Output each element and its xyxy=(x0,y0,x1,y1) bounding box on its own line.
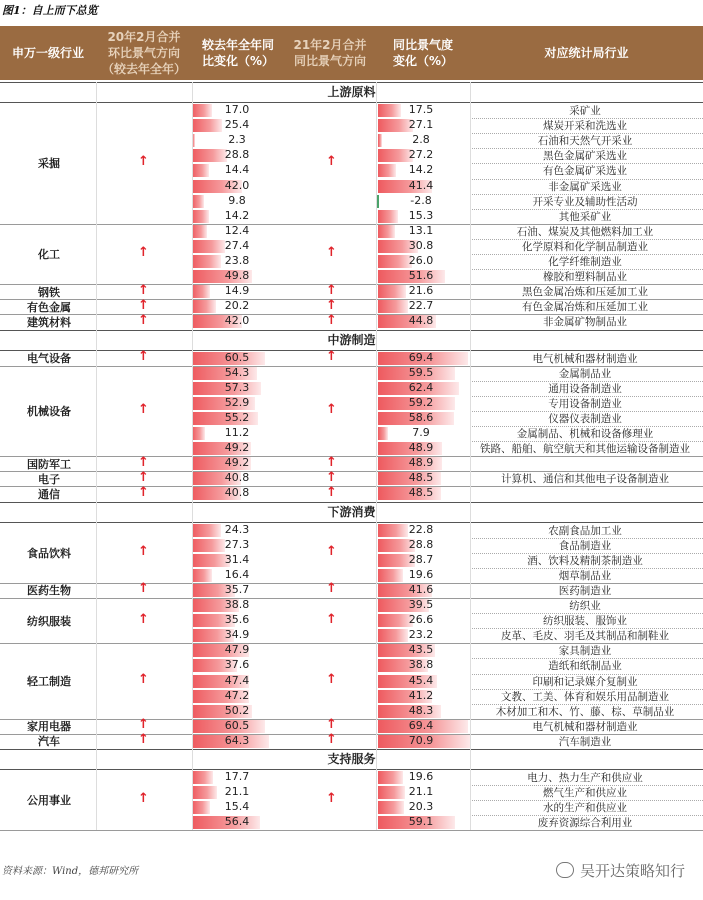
yoy-sentiment-value: 59.5 xyxy=(408,365,434,379)
stat-industry-name: 食品制造业 xyxy=(558,539,612,552)
yoy-vs-last-year-value: 23.8 xyxy=(224,254,250,267)
yoy-up-arrow: ↑ xyxy=(326,401,337,417)
stat-industry-name: 金属制品、机械和设备修理业 xyxy=(516,428,654,440)
yoy-up-arrow: ↑ xyxy=(326,581,337,597)
mom-up-arrow: ↑ xyxy=(138,469,149,485)
stat-industry-name: 计算机、通信和其他电子设备制造业 xyxy=(501,473,669,486)
header-yoy-change-vs-last-year: 较去年全年同 比变化（%） xyxy=(201,38,275,68)
stat-industry-name: 通用设备制造业 xyxy=(548,382,622,395)
yoy-sentiment-value: 19.6 xyxy=(408,770,434,783)
stat-industry-name: 木材加工和木、竹、藤、棕、草制品业 xyxy=(495,705,675,718)
mom-up-arrow: ↑ xyxy=(138,581,149,597)
industry-label: 通信 xyxy=(38,487,60,501)
yoy-vs-last-year-value: 52.9 xyxy=(224,395,250,409)
yoy-up-arrow: ↑ xyxy=(326,732,337,748)
mom-up-arrow: ↑ xyxy=(138,611,149,627)
column-divider xyxy=(192,82,193,830)
yoy-vs-last-year-value: 12.4 xyxy=(224,223,250,237)
yoy-up-arrow: ↑ xyxy=(326,484,337,500)
yoy-sentiment-value: 62.4 xyxy=(408,380,434,394)
stat-industry-name: 黑色金属冶炼和压延加工业 xyxy=(522,286,648,299)
yoy-vs-last-year-value: 42.0 xyxy=(224,314,250,328)
yoy-vs-last-year-value: 49.2 xyxy=(224,456,250,470)
yoy-sentiment-value: 26.0 xyxy=(408,254,434,267)
industry-label: 有色金属 xyxy=(27,300,71,314)
stat-industry-name: 印刷和记录媒介复制业 xyxy=(532,675,638,688)
yoy-sentiment-value: 70.9 xyxy=(408,733,434,747)
yoy-vs-last-year-value: 35.6 xyxy=(224,613,250,627)
yoy-sentiment-value: 69.4 xyxy=(408,718,434,732)
yoy-up-arrow: ↑ xyxy=(326,672,337,688)
stat-industry-name: 石油和天然气开采业 xyxy=(537,135,633,148)
stat-industry-name: 电力、热力生产和供应业 xyxy=(527,772,643,784)
mom-up-arrow: ↑ xyxy=(138,401,149,417)
stat-industry-name: 文教、工美、体育和娱乐用品制造业 xyxy=(501,690,669,703)
yoy-vs-last-year-value: 25.4 xyxy=(224,118,250,132)
yoy-sentiment-value: 21.1 xyxy=(408,785,434,799)
yoy-up-arrow: ↑ xyxy=(326,245,337,260)
yoy-vs-last-year-value: 20.2 xyxy=(224,299,250,313)
yoy-sentiment-value: 51.6 xyxy=(408,269,434,283)
mom-up-arrow: ↑ xyxy=(138,717,149,733)
yoy-up-arrow: ↑ xyxy=(326,611,337,627)
stat-industry-name: 废弃资源综合利用业 xyxy=(537,817,633,830)
mom-up-arrow: ↑ xyxy=(138,454,149,470)
brand-name: 吴开达策略知行 xyxy=(579,862,685,880)
yoy-up-arrow: ↑ xyxy=(326,454,337,470)
yoy-vs-last-year-value: 54.3 xyxy=(224,365,250,379)
stat-industry-name: 化学纤维制造业 xyxy=(548,256,622,268)
stat-industry-name: 皮革、毛皮、羽毛及其制品和制鞋业 xyxy=(501,630,669,643)
yoy-up-arrow: ↑ xyxy=(326,791,337,807)
stat-industry-name: 水的生产和供应业 xyxy=(543,802,627,815)
yoy-vs-last-year-value: 55.2 xyxy=(224,410,250,424)
yoy-sentiment-value: 7.9 xyxy=(412,426,430,439)
yoy-sentiment-value: 38.8 xyxy=(408,658,434,672)
stat-industry-name: 铁路、船舶、航空航天和其他运输设备制造业 xyxy=(480,443,690,456)
yoy-up-arrow: ↑ xyxy=(326,717,337,733)
stat-industry-name: 非金属矿采选业 xyxy=(548,180,622,193)
yoy-vs-last-year-value: 28.8 xyxy=(224,148,250,162)
industry-label: 采掘 xyxy=(38,157,60,171)
industry-label: 建筑材料 xyxy=(27,315,71,329)
yoy-sentiment-value: 2.8 xyxy=(412,133,430,147)
yoy-sentiment-value: 44.8 xyxy=(408,314,434,328)
yoy-sentiment-value: 27.2 xyxy=(408,148,434,162)
industry-label: 公用事业 xyxy=(27,794,71,808)
industry-label: 轻工制造 xyxy=(27,675,71,689)
stat-industry-name: 医药制造业 xyxy=(558,584,612,597)
yoy-vs-last-year-value: 50.2 xyxy=(224,703,250,717)
yoy-vs-last-year-value: 35.7 xyxy=(224,582,250,596)
yoy-sentiment-value: 30.8 xyxy=(408,238,434,252)
yoy-vs-last-year-value: 14.9 xyxy=(224,284,250,298)
group-divider xyxy=(0,830,703,831)
yoy-vs-last-year-value: 64.3 xyxy=(224,733,250,747)
mom-up-arrow: ↑ xyxy=(138,154,149,170)
yoy-sentiment-value: 41.2 xyxy=(408,688,434,702)
yoy-vs-last-year-value: 40.8 xyxy=(224,471,250,485)
stat-industry-name: 燃气生产和供应业 xyxy=(543,787,627,800)
industry-label: 纺织服装 xyxy=(27,614,71,628)
stat-industry-name: 电气机械和器材制造业 xyxy=(532,720,638,733)
yoy-vs-last-year-value: 14.2 xyxy=(224,208,250,222)
yoy-vs-last-year-value: 47.2 xyxy=(224,688,250,702)
yoy-vs-last-year-value: 37.6 xyxy=(224,658,250,672)
yoy-sentiment-value: 69.4 xyxy=(408,350,434,364)
yoy-sentiment-value: 28.8 xyxy=(408,537,434,551)
stat-industry-name: 其他采矿业 xyxy=(558,210,612,223)
yoy-vs-last-year-value: 11.2 xyxy=(224,426,250,439)
mom-up-arrow: ↑ xyxy=(138,484,149,500)
yoy-sentiment-value: 26.6 xyxy=(408,613,434,627)
yoy-sentiment-value: 14.2 xyxy=(408,163,434,177)
stat-industry-name: 有色金属矿采选业 xyxy=(543,165,627,178)
mom-up-arrow: ↑ xyxy=(138,543,149,559)
section-header: 中游制造 xyxy=(0,330,703,351)
yoy-vs-last-year-value: 17.0 xyxy=(224,103,250,116)
header-yoy-direction: 21年2月合并 同比景气方向 xyxy=(293,38,367,68)
yoy-vs-last-year-value: 31.4 xyxy=(224,552,250,566)
yoy-vs-last-year-value: 56.4 xyxy=(224,815,250,829)
yoy-sentiment-value: 41.4 xyxy=(408,178,434,192)
yoy-vs-last-year-value: 16.4 xyxy=(224,567,250,581)
section-header: 下游消费 xyxy=(0,502,703,523)
section-header: 上游原料 xyxy=(0,82,703,103)
yoy-vs-last-year-value: 47.4 xyxy=(224,673,250,687)
yoy-sentiment-value: 48.3 xyxy=(408,703,434,717)
section-header: 支持服务 xyxy=(0,749,703,770)
figure-title: 图1：自上而下总览 xyxy=(2,4,98,17)
brand-watermark xyxy=(556,860,685,881)
industry-label: 钢铁 xyxy=(38,285,60,299)
stat-industry-name: 纺织服装、服饰业 xyxy=(543,615,627,628)
yoy-up-arrow: ↑ xyxy=(326,282,337,298)
yoy-sentiment-value: 22.7 xyxy=(408,299,434,313)
yoy-vs-last-year-value: 27.3 xyxy=(224,537,250,551)
mom-up-arrow: ↑ xyxy=(138,672,149,688)
header-industry: 申万一级行业 xyxy=(11,46,84,60)
mom-up-arrow: ↑ xyxy=(138,312,149,328)
header-stat-bureau-industry: 对应统计局行业 xyxy=(544,46,629,60)
yoy-sentiment-value: 20.3 xyxy=(408,800,434,814)
source-note: 资料来源：Wind，德邦研究所 xyxy=(2,866,139,877)
yoy-vs-last-year-value: 34.9 xyxy=(224,628,250,642)
mom-up-arrow: ↑ xyxy=(138,791,149,807)
yoy-vs-last-year-value: 60.5 xyxy=(224,718,250,732)
yoy-sentiment-value: 22.8 xyxy=(408,522,434,536)
yoy-vs-last-year-value: 9.8 xyxy=(228,193,246,207)
stat-industry-name: 酒、饮料及精制茶制造业 xyxy=(527,554,643,567)
yoy-sentiment-value: 17.5 xyxy=(408,103,434,116)
industry-label: 家用电器 xyxy=(27,720,71,734)
stat-industry-name: 纺织业 xyxy=(569,600,601,612)
yoy-vs-last-year-value: 49.2 xyxy=(224,441,250,455)
column-divider xyxy=(96,82,97,830)
yoy-vs-last-year-value: 42.0 xyxy=(224,178,250,192)
yoy-sentiment-value: 58.6 xyxy=(408,410,434,424)
yoy-sentiment-value: 39.5 xyxy=(408,598,434,611)
stat-industry-name: 金属制品业 xyxy=(558,367,612,380)
yoy-vs-last-year-value: 17.7 xyxy=(224,770,250,783)
industry-label: 食品饮料 xyxy=(27,546,71,560)
yoy-up-arrow: ↑ xyxy=(326,154,337,170)
mom-up-arrow: ↑ xyxy=(138,732,149,748)
yoy-vs-last-year-value: 49.8 xyxy=(224,269,250,283)
industry-label: 汽车 xyxy=(38,735,60,749)
yoy-vs-last-year-value: 15.4 xyxy=(224,800,250,814)
yoy-sentiment-value: 23.2 xyxy=(408,628,434,642)
stat-industry-name: 专用设备制造业 xyxy=(548,397,622,410)
yoy-sentiment-value: 48.9 xyxy=(408,441,434,455)
stat-industry-name: 黑色金属矿采选业 xyxy=(543,150,627,163)
header-mom-direction: 20年2月合并 环比景气方向 （较去年全年） xyxy=(101,30,186,76)
stat-industry-name: 煤炭开采和洗选业 xyxy=(543,120,627,133)
mom-up-arrow: ↑ xyxy=(138,245,149,260)
yoy-vs-last-year-value: 27.4 xyxy=(224,238,250,252)
industry-label: 电气设备 xyxy=(27,352,71,366)
yoy-sentiment-value: 13.1 xyxy=(408,223,434,237)
stat-industry-name: 开采专业及辅助性活动 xyxy=(532,195,638,208)
yoy-up-arrow: ↑ xyxy=(326,312,337,328)
yoy-sentiment-value: 41.6 xyxy=(408,582,434,596)
yoy-sentiment-bar xyxy=(378,134,382,147)
yoy-up-arrow: ↑ xyxy=(326,469,337,485)
stat-industry-name: 汽车制造业 xyxy=(558,735,612,748)
yoy-sentiment-value: 48.9 xyxy=(408,456,434,470)
stat-industry-name: 化学原料和化学制品制造业 xyxy=(522,240,648,253)
yoy-vs-last-year-value: 40.8 xyxy=(224,486,250,500)
yoy-sentiment-value: 19.6 xyxy=(408,567,434,581)
yoy-vs-last-year-value: 38.8 xyxy=(224,598,250,611)
yoy-sentiment-value: 45.4 xyxy=(408,673,434,687)
yoy-sentiment-value: 43.5 xyxy=(408,643,434,657)
mom-up-arrow: ↑ xyxy=(138,297,149,313)
column-divider xyxy=(376,82,377,830)
table-header xyxy=(0,26,703,80)
yoy-sentiment-value: 15.3 xyxy=(408,208,434,222)
stat-industry-name: 农副食品加工业 xyxy=(548,524,622,537)
yoy-up-arrow: ↑ xyxy=(326,297,337,313)
group-divider xyxy=(0,486,703,487)
group-divider xyxy=(0,456,703,457)
yoy-vs-last-year-value: 21.1 xyxy=(224,785,250,799)
industry-label: 电子 xyxy=(38,472,60,486)
stat-industry-name: 烟草制品业 xyxy=(558,569,612,582)
yoy-up-arrow: ↑ xyxy=(326,543,337,559)
industry-label: 国防军工 xyxy=(27,457,71,471)
column-divider xyxy=(470,82,471,830)
yoy-sentiment-value: 27.1 xyxy=(408,118,434,132)
yoy-sentiment-value: 28.7 xyxy=(408,552,434,566)
stat-industry-name: 仪器仪表制造业 xyxy=(548,412,622,425)
yoy-vs-last-year-value: 47.9 xyxy=(224,643,250,657)
industry-label: 医药生物 xyxy=(27,584,71,598)
yoy-vs-last-year-value: 57.3 xyxy=(224,380,250,394)
stat-industry-name: 橡胶和塑料制品业 xyxy=(543,271,627,284)
yoy-vs-last-year-value: 14.4 xyxy=(224,163,250,177)
wechat-icon xyxy=(556,862,574,878)
yoy-up-arrow: ↑ xyxy=(326,349,337,365)
stat-industry-name: 采矿业 xyxy=(569,105,601,117)
industry-label: 化工 xyxy=(38,248,60,261)
yoy-sentiment-value: 59.2 xyxy=(408,395,434,409)
yoy-vs-last-year-value: 24.3 xyxy=(224,522,250,536)
yoy-vs-last-year-value: 2.3 xyxy=(228,133,246,147)
industry-label: 机械设备 xyxy=(27,404,71,418)
stat-industry-name: 电气机械和器材制造业 xyxy=(532,352,638,365)
yoy-sentiment-value: -2.8 xyxy=(410,193,432,207)
mom-up-arrow: ↑ xyxy=(138,349,149,365)
stat-industry-name: 造纸和纸制品业 xyxy=(548,660,622,673)
mom-up-arrow: ↑ xyxy=(138,282,149,298)
stat-industry-name: 石油、煤炭及其他燃料加工业 xyxy=(516,225,654,238)
header-yoy-sentiment-change: 同比景气度 变化（%） xyxy=(392,38,454,68)
yoy-sentiment-value: 21.6 xyxy=(408,284,434,298)
yoy-vs-last-year-value: 60.5 xyxy=(224,350,250,364)
stat-industry-name: 有色金属冶炼和压延加工业 xyxy=(522,301,648,314)
stat-industry-name: 家具制造业 xyxy=(558,645,612,658)
yoy-sentiment-value: 48.5 xyxy=(408,486,434,500)
stat-industry-name: 非金属矿物制品业 xyxy=(543,316,627,329)
yoy-sentiment-value: 48.5 xyxy=(408,471,434,485)
yoy-sentiment-value: 59.1 xyxy=(408,815,434,829)
